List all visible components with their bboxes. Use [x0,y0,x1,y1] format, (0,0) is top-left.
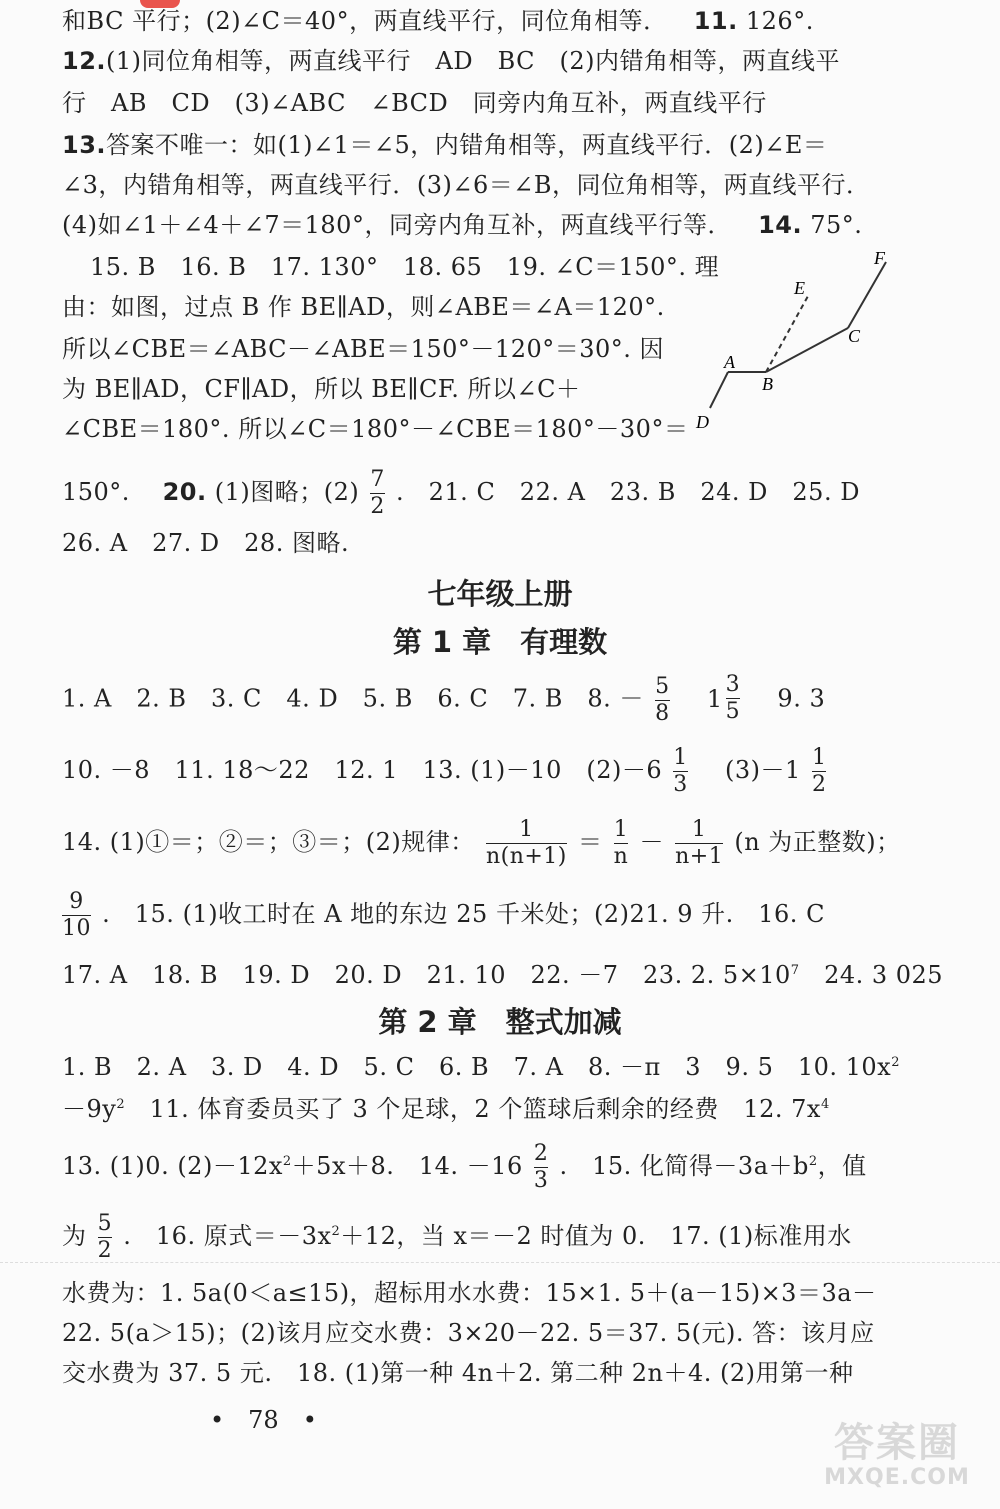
text: . 21. C 22. A 23. B 24. D 25. D [396,478,860,506]
exponent: 2 [891,1055,900,1070]
answer-line-8: 由：如图，过点 B 作 BE∥AD，则∠ABE＝∠A＝120°. [62,293,665,321]
label-B: B [762,374,773,394]
question-number: 12. [62,47,107,75]
ch1-line-3 [62,816,901,870]
text: 和BC 平行；(2)∠C＝40°，两直线平行，同位角相等． [62,7,668,35]
chapter-2-heading: 第 2 章 整式加减 [378,1005,622,1039]
answer-line-5: ∠3，内错角相等，两直线平行．(3)∠6＝∠B，同位角相等，两直线平行． [62,171,871,199]
answer-line-9: 所以∠CBE＝∠ABC－∠ABE＝150°－120°＝30°. 因 [62,335,665,363]
ch2-line-5: 水费为：1. 5a(0＜a≤15)，超标用水水费：15×1. 5＋(a－15)×3＝3a－ [62,1279,877,1307]
text: － [639,828,664,856]
ch2-line-3 [62,1136,867,1194]
fraction-1-over-n-plus-1: $\frac{1}{n+1}$ [675,817,724,869]
answer: 126°. [745,7,814,35]
exponent: 2 [116,1097,126,1112]
exponent: 2 [331,1224,341,1239]
text: 24. 3 025 [799,961,944,989]
answer-line-11: ∠CBE＝180°. 所以∠C＝180°－∠CBE＝180°－30°＝ [62,415,689,443]
segment-DA [710,372,728,408]
fraction-1-2: $\frac{1}{2}$ [811,745,827,797]
text: ＋5x＋8. 14. －16 [291,1152,523,1180]
segment-CF [848,262,886,328]
segment-BC [766,328,848,372]
page-number: • 78 • [210,1406,317,1434]
text: －9y [62,1095,117,1123]
answer-line-12 [62,466,860,520]
answer-line-10: 为 BE∥AD，CF∥AD，所以 BE∥CF. 所以∠C＋ [62,375,581,403]
text: ，值 [817,1152,867,1180]
text: (4)如∠1＋∠4＋∠7＝180°，同旁内角互补，两直线平行等． [62,211,732,239]
answer-line-13: 26. A 27. D 28. 图略. [62,529,350,557]
ch2-line-4 [62,1206,852,1264]
text: 13. (1)0. (2)－12x [62,1152,283,1180]
text: 为 [62,1222,87,1250]
exponent: 4 [820,1097,830,1112]
question-number: 11. [693,7,738,35]
fraction-5-8: $\frac{5}{8}$ [655,673,670,726]
grade-heading: 七年级上册 [427,577,573,611]
chapter-1-heading: 第 1 章 有理数 [392,625,608,659]
text: 11. 体育委员买了 3 个足球，2 个篮球后剩余的经费 12. 7x [125,1095,821,1123]
label-E: E [794,278,805,298]
fraction-1-3: $\frac{1}{3}$ [673,745,688,797]
watermark-text: 答案圈 [834,1420,960,1466]
fraction-2-3: $\frac{2}{3}$ [533,1141,549,1193]
answer-line-4 [62,130,827,160]
label-A: A [724,352,735,372]
label-F: F [874,248,885,268]
label-D: D [696,412,709,432]
fraction-5-2: $\frac{5}{2}$ [97,1211,113,1263]
text: ＝ [578,828,603,856]
text: (1)图略；(2) [214,478,360,506]
answer: 75°. [810,211,863,239]
ch1-line-1 [62,672,825,727]
exponent: 7 [790,963,800,978]
text: ＋12，当 x＝－2 时值为 0. 17. (1)标准用水 [340,1222,852,1250]
ch2-line-6: 22. 5(a＞15)；(2)该月应交水费：3×20－22. 5＝37. 5(元). 答：该月应 [62,1319,875,1347]
text: . 15. (1)收工时在 A 地的东边 25 千米处；(2)21. 9 升. 16. C [102,900,825,928]
ch1-line-5 [62,956,943,990]
exponent: 2 [808,1154,818,1169]
fraction-1-over-n-n-plus-1: $\frac{1}{n(n+1)}$ [485,817,567,869]
text: (n 为正整数)； [734,828,901,856]
ch1-line-4 [62,888,825,942]
geometry-diagram [690,248,900,438]
text: 1. A 2. B 3. C 4. D 5. B 6. C 7. B 8. － [62,684,644,713]
ch1-line-2 [62,744,829,798]
text: 150°. [62,478,155,506]
fraction-1-over-n: $\frac{1}{n}$ [613,817,629,869]
text: 17. A 18. B 19. D 20. D 21. 10 22. －7 23. 2. 5×10 [62,961,791,989]
text: 9. 3 [777,684,826,713]
mixed-number-1-3-5: 1 $\frac{3}{5}$ [706,672,741,724]
text: (1)同位角相等，两直线平行 AD BC (2)内错角相等，两直线平 [106,47,841,75]
text: 1. B 2. A 3. D 4. D 5. C 6. B 7. A 8. －π 3 9. 5 10. 10x [62,1053,892,1081]
ch2-line-7: 交水费为 37. 5 元. 18. (1)第一种 4n＋2. 第二种 2n＋4. (2)用第一种 [62,1359,854,1387]
answer-line-2 [62,46,840,76]
text: . 15. 化简得－3a＋b [559,1152,809,1180]
ch2-line-2 [62,1090,830,1124]
watermark-logo [812,1421,982,1501]
answer-line-3: 行 AB CD (3)∠ABC ∠BCD 同旁内角互补，两直线平行 [62,89,767,117]
text: 14. (1)①＝；②＝；③＝；(2)规律： [62,828,475,856]
watermark-url: MXQE.COM [824,1465,970,1490]
answer-line-1 [62,6,814,36]
label-C: C [848,326,861,346]
question-number: 20. [162,478,207,506]
text: . 16. 原式＝－3x [123,1222,332,1250]
exponent: 2 [282,1154,292,1169]
text: 答案不唯一：如(1)∠1＝∠5，内错角相等，两直线平行．(2)∠E＝ [106,131,828,159]
text: (3)－1 [725,756,801,784]
ch2-line-1 [62,1048,900,1082]
fraction-9-10: $\frac{9}{10}$ [62,889,91,941]
fraction-7-2: $\frac{7}{2}$ [370,467,385,519]
page-fold-divider [0,1262,1000,1263]
answer-line-7: 15. B 16. B 17. 130° 18. 65 19. ∠C＝150°. 理 [90,253,720,281]
text: 10. －8 11. 18～22 12. 1 13. (1)－10 (2)－6 [62,756,663,784]
question-number: 14. [758,211,803,239]
question-number: 13. [62,131,107,159]
answer-line-6 [62,210,862,240]
